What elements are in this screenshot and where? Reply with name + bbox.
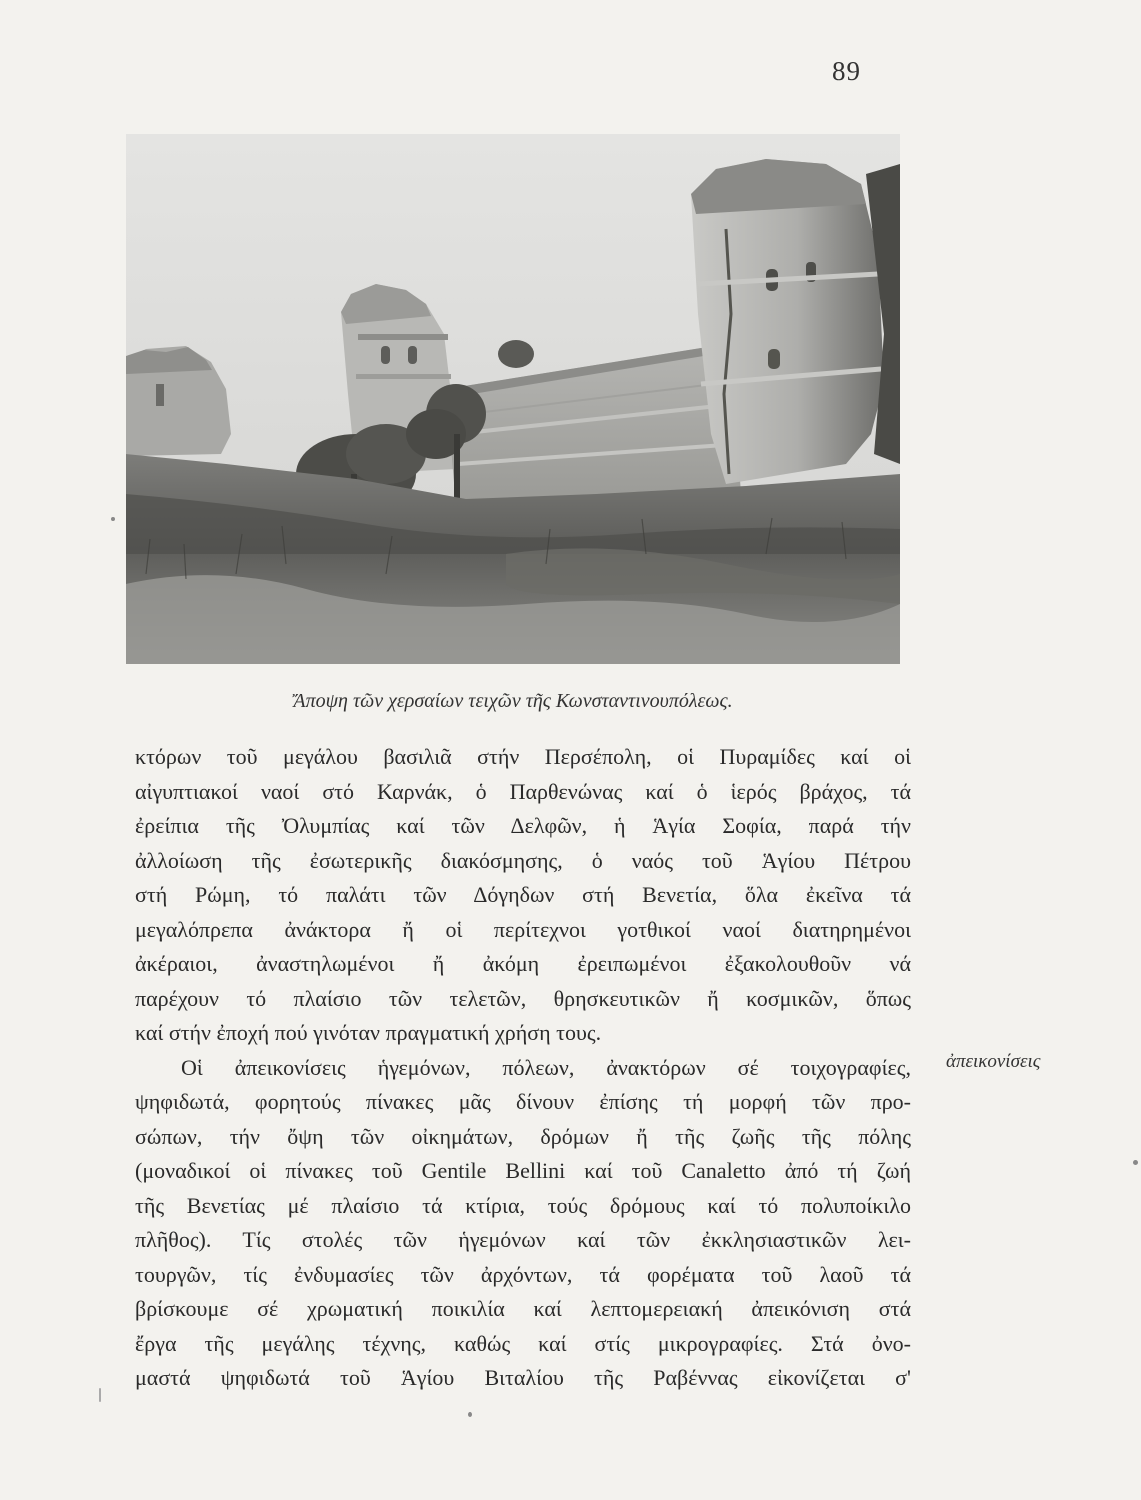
body-line: (μοναδικοί οἱ πίνακες τοῦ Gentile Bellini καί τοῦ Canaletto ἀπό τή ζωή <box>135 1158 911 1183</box>
scan-speck <box>1133 1160 1138 1165</box>
body-line: στή Ρώμη, τό παλάτι τῶν Δόγηδων στή Βενετία, ὅλα ἐκεῖνα τά <box>135 882 911 907</box>
body-line: κτόρων τοῦ μεγάλου βασιλιᾶ στήν Περσέπολη, οἱ Πυραμίδες καί οἱ <box>135 744 911 769</box>
body-line: Οἱ ἀπεικονίσεις ἡγεμόνων, πόλεων, ἀνακτόρων σέ τοιχογραφίες, <box>181 1054 911 1080</box>
scan-speck <box>99 1388 101 1402</box>
page-number: 89 <box>832 56 861 86</box>
body-line: μεγαλόπρεπα ἀνάκτορα ἤ οἱ περίτεχνοι γοτθικοί ναοί διατηρημένοι <box>135 916 911 942</box>
body-line: βρίσκουμε σέ χρωματική ποικιλία καί λεπτομερειακή ἀπεικόνιση στά <box>135 1296 911 1321</box>
body-line: ἐρείπια τῆς Ὀλυμπίας καί τῶν Δελφῶν, ἡ Ἁγία Σοφία, παρά τήν <box>135 813 911 838</box>
body-line: τῆς Βενετίας μέ πλαίσιο τά κτίρια, τούς δρόμους καί τό πολυποίκιλο <box>135 1192 911 1218</box>
body-line: σώπων, τήν ὄψη τῶν οἰκημάτων, δρόμων ἤ τῆς ζωῆς τῆς πόλης <box>135 1123 911 1149</box>
body-line: παρέχουν τό πλαίσιο τῶν τελετῶν, θρησκευτικῶν ἤ κοσμικῶν, ὅπως <box>135 985 911 1011</box>
tree-small <box>498 340 534 368</box>
body-line: ἀλλοίωση τῆς ἐσωτερικῆς διακόσμησης, ὁ ναός τοῦ Ἁγίου Πέτρου <box>135 847 911 873</box>
scan-speck <box>468 1412 472 1417</box>
body-line: μαστά ψηφιδωτά τοῦ Ἁγίου Βιταλίου τῆς Ραβέννας εἰκονίζεται σ' <box>135 1365 911 1390</box>
scan-speck <box>111 517 115 521</box>
body-text <box>135 740 911 1396</box>
margin-note: ἀπεικονίσεις <box>946 1051 1041 1072</box>
figure-photo <box>126 134 900 664</box>
body-line: καί στήν ἐποχή πού γινόταν πραγματική χρήση τους. <box>135 1020 602 1045</box>
city-walls-photo <box>126 134 900 664</box>
body-line: ψηφιδωτά, φορητούς πίνακες μᾶς δίνουν ἐπίσης τή μορφή τῶν προ- <box>135 1089 911 1114</box>
body-line: πλῆθος). Τίς στολές τῶν ἡγεμόνων καί τῶν ἐκκλησιαστικῶν λει- <box>135 1227 911 1252</box>
body-line: ἀκέραιοι, ἀναστηλωμένοι ἤ ἀκόμη ἐρειπωμένοι ἐξακολουθοῦν νά <box>135 951 911 976</box>
figure-caption: Ἄποψη τῶν χερσαίων τειχῶν τῆς Κωνσταντινουπόλεως. <box>293 690 733 712</box>
body-line: αἰγυπτιακοί ναοί στό Καρνάκ, ὁ Παρθενώνας καί ὁ ἱερός βράχος, τά <box>135 778 911 804</box>
body-line: ἔργα τῆς μεγάλης τέχνης, καθώς καί στίς μικρογραφίες. Στά ὀνο- <box>135 1330 911 1356</box>
body-line: τουργῶν, τίς ἐνδυμασίες τῶν ἀρχόντων, τά φορέματα τοῦ λαοῦ τά <box>135 1261 911 1287</box>
